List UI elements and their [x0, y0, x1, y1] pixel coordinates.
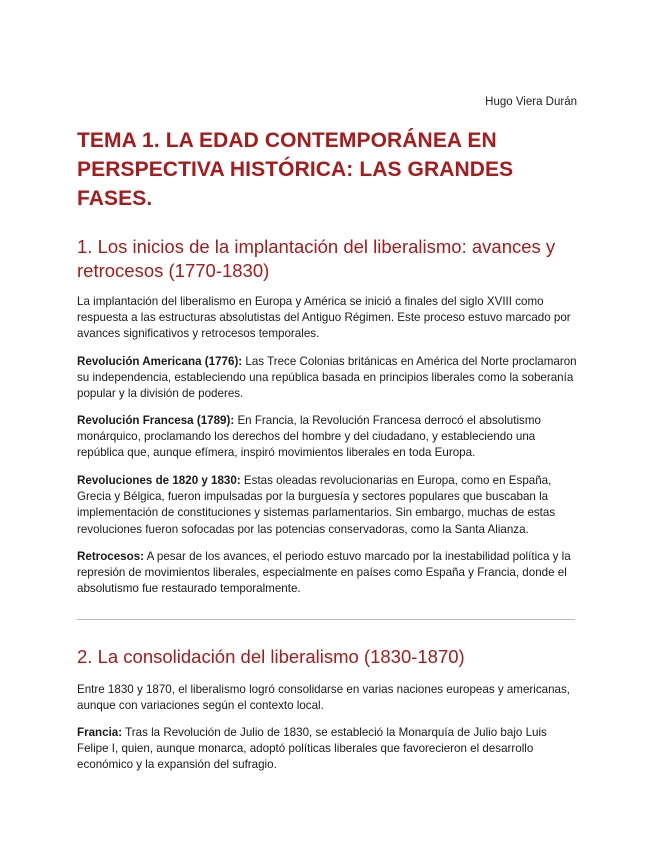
section-divider	[77, 619, 575, 620]
paragraph-body: Las Trece Colonias británicas en América del Norte proclamaron su independencia, estableciendo una república basada en principios liberales como la soberanía popular y la división de poderes.	[77, 355, 577, 401]
author-name: Hugo Viera Durán	[485, 96, 577, 108]
paragraph-francia	[77, 725, 577, 774]
section-2-intro: Entre 1830 y 1870, el liberalismo logró consolidarse en varias naciones europeas y americanas, aunque con variaciones según el contexto local.	[77, 683, 571, 713]
paragraph-retrocesos	[77, 549, 577, 598]
paragraph-revolucion-francesa	[77, 413, 577, 462]
paragraph-revoluciones-1820-1830	[77, 473, 577, 538]
paragraph-body: En Francia, la Revolución Francesa derrocó el absolutismo monárquico, proclamando los derechos del hombre y del ciudadano, y estableciendo una república que, aunque efímera, inspiró movimientos liberales en toda Europa.	[77, 414, 541, 460]
paragraph-lead: Revolución Americana (1776):	[77, 355, 243, 368]
paragraph-revolucion-americana	[77, 354, 577, 403]
section-1-heading: 1. Los inicios de la implantación del liberalismo: avances y retrocesos (1770-1830)	[77, 236, 556, 281]
paragraph-lead: Revoluciones de 1820 y 1830:	[77, 474, 241, 487]
paragraph-body: Tras la Revolución de Julio de 1830, se estableció la Monarquía de Julio bajo Luis Felipe I, quien, aunque monarca, adoptó políticas liberales que favorecieron el desarrollo económico y la expansión del sufragio.	[77, 726, 547, 772]
section-2-heading: 2. La consolidación del liberalismo (1830-1870)	[77, 646, 465, 667]
document-title: TEMA 1. LA EDAD CONTEMPORÁNEA EN PERSPECTIVA HISTÓRICA: LAS GRANDES FASES.	[77, 129, 514, 210]
paragraph-lead: Revolución Francesa (1789):	[77, 414, 235, 427]
paragraph-body: A pesar de los avances, el periodo estuvo marcado por la inestabilidad política y la represión de movimientos liberales, especialmente en países como España y Francia, donde el absolutismo fue restaurado temporalmente.	[77, 550, 571, 596]
section-1-intro: La implantación del liberalismo en Europa y América se inició a finales del siglo XVIII como respuesta a las estructuras absolutistas del Antiguo Régimen. Este proceso estuvo marcado por avances significativos y retrocesos temporales.	[77, 295, 571, 341]
paragraph-body: Estas oleadas revolucionarias en Europa, como en España, Grecia y Bélgica, fueron impulsadas por la burguesía y sectores populares que buscaban la implementación de constituciones y sistemas parlamentarios. Sin embargo, muchas de estas revoluciones fueron sofocadas por las potencias conservadoras, como la Santa Alianza.	[77, 474, 556, 536]
paragraph-lead: Francia:	[77, 726, 123, 739]
paragraph-lead: Retrocesos:	[77, 550, 145, 563]
